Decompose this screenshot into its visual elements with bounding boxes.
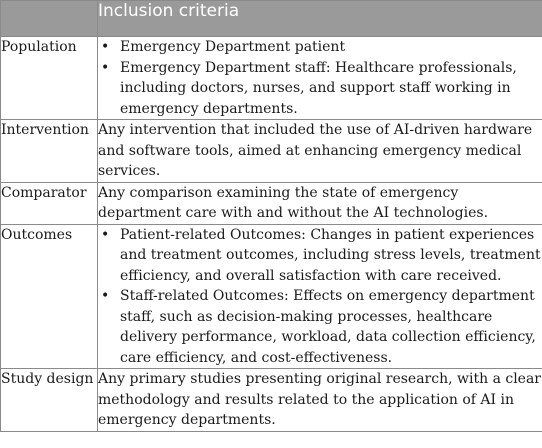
- table-row-intervention: [1, 120, 542, 183]
- table-row-study-design: [1, 369, 542, 432]
- row-label: Comparator: [1, 182, 98, 224]
- list-item-text: Emergency Department staff: Healthcare professionals, including doctors, nurses, and support staff working in emergency departments.: [120, 59, 517, 117]
- row-label: Intervention: [1, 120, 98, 183]
- row-label: Study design: [1, 369, 98, 432]
- bullet-marker: •: [101, 39, 110, 55]
- bullet-marker: •: [101, 288, 110, 304]
- header-cell-blank: [1, 1, 98, 37]
- list-item: [101, 286, 542, 368]
- table-row-outcomes: [1, 224, 542, 369]
- row-content: Any intervention that included the use of AI-driven hardware and software tools, aimed at enhancing emergency medical services.: [98, 120, 542, 183]
- list-item-text: Emergency Department patient: [120, 39, 346, 55]
- list-item: [101, 225, 542, 287]
- row-content: [98, 224, 542, 369]
- list-item: [101, 58, 542, 120]
- row-content: Any comparison examining the state of emergency department care with and without the AI technologies.: [98, 182, 542, 224]
- bullet-list: [98, 37, 542, 119]
- list-item: [101, 37, 542, 58]
- bullet-list: [98, 225, 542, 369]
- list-item-text: Patient-related Outcomes: Changes in patient experiences and treatment outcomes, including stress levels, treatment efficiency, and overall satisfaction with care received.: [120, 226, 541, 284]
- bullet-marker: •: [101, 59, 110, 76]
- table-header-row: [1, 1, 542, 37]
- table-row-population: [1, 37, 542, 120]
- row-content: [98, 37, 542, 120]
- header-cell-inclusion-criteria: Inclusion criteria: [98, 1, 542, 37]
- row-content: Any primary studies presenting original research, with a clear methodology and results related to the application of AI in emergency departments.: [98, 369, 542, 432]
- bullet-marker: •: [101, 226, 110, 243]
- row-label: Population: [1, 37, 98, 120]
- row-label: Outcomes: [1, 224, 98, 369]
- table-row-comparator: [1, 182, 542, 224]
- list-item-text: Staff-related Outcomes: Effects on emergency department staff, such as decision-making processes, healthcare delivery performance, workload, data collection efficiency, care efficiency, and cost-effectiveness.: [120, 288, 536, 366]
